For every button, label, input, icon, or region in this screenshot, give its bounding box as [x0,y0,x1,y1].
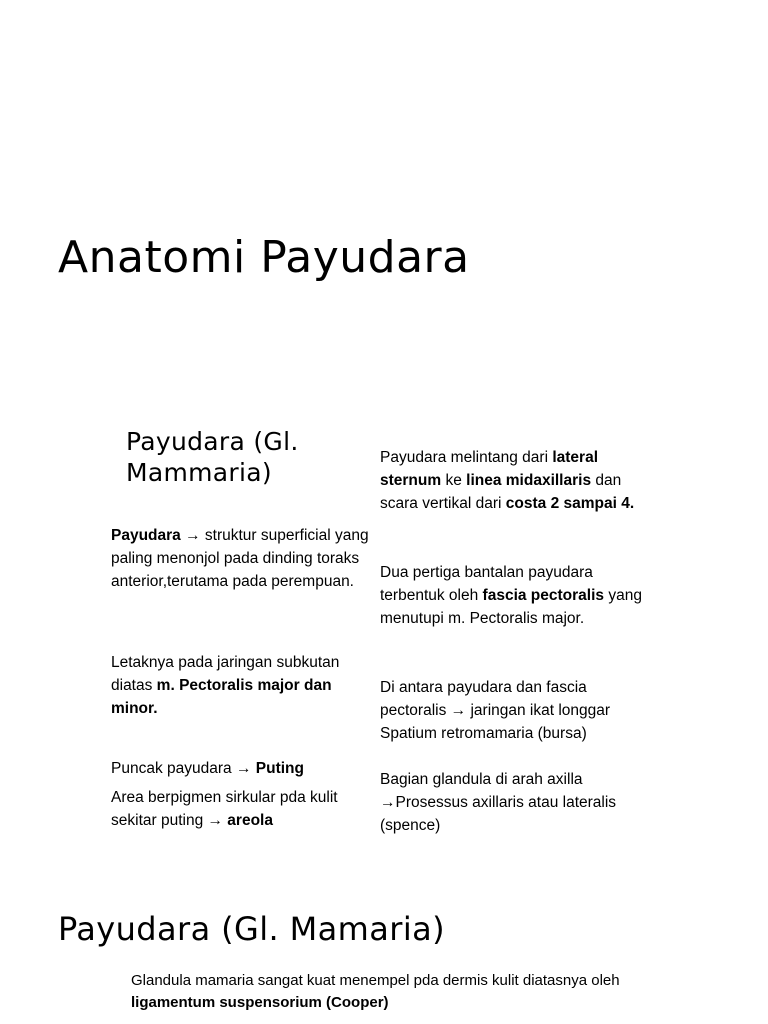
bold-term: linea midaxillaris [466,472,592,489]
right-paragraph-2 [380,561,650,630]
paragraph-text: Dua pertiga bantalan payudara terbentuk oleh [380,564,593,604]
arrow-icon: → [235,760,252,777]
bold-term: areola [223,812,273,829]
paragraph-text: struktur superficial yang paling menonjol pada dinding toraks anterior,terutama pada perempuan. [111,527,369,590]
bold-term: lateral sternum [380,449,598,489]
box-heading: Payudara (Gl. Mammaria) [126,427,299,487]
bold-term: Puting [251,760,304,777]
left-paragraph-1 [111,524,369,593]
slide-title: Anatomi Payudara [58,232,470,283]
arrow-icon: → [207,812,223,829]
paragraph-text: Bagian glandula di arah axilla [380,771,583,788]
arrow-icon: → [450,702,467,719]
paragraph-text: Payudara melintang dari [380,449,553,466]
bold-term: m. Pectoralis major dan minor. [111,677,332,717]
left-paragraph-4 [111,786,369,832]
bold-term: ligamentum suspensorium (Cooper) [131,994,389,1011]
right-paragraph-1 [380,446,650,515]
paragraph-text: Prosessus axillaris atau lateralis (spence) [380,794,617,834]
paragraph-text: yang menutupi m. Pectoralis major. [380,587,642,627]
bold-term: Payudara [111,527,181,544]
bold-term: costa 2 sampai 4. [505,495,635,512]
section-title: Payudara (Gl. Mamaria) [58,910,446,948]
right-paragraph-3 [380,676,650,745]
paragraph-text: jaringan ikat longgar Spatium retromamaria (bursa) [380,702,611,742]
paragraph-text: Puncak payudara [111,760,236,777]
left-paragraph-2 [111,651,369,720]
arrow-icon: → [185,527,201,544]
arrow-icon: → [380,794,396,811]
paragraph-text: Letaknya pada jaringan subkutan diatas [111,654,340,694]
left-paragraph-3 [111,757,369,780]
bottom-paragraph [131,970,691,1014]
paragraph-text: ke [441,472,467,489]
paragraph-text: Di antara payudara dan fascia pectoralis [380,679,587,719]
paragraph-text: Area berpigmen sirkular pda kulit sekitar puting [111,789,338,829]
bold-term: fascia pectoralis [482,587,605,604]
right-paragraph-4 [380,768,650,837]
paragraph-text: dan scara vertikal dari [380,472,622,512]
paragraph-text: Glandula mamaria sangat kuat menempel pda dermis kulit diatasnya oleh [131,972,620,989]
